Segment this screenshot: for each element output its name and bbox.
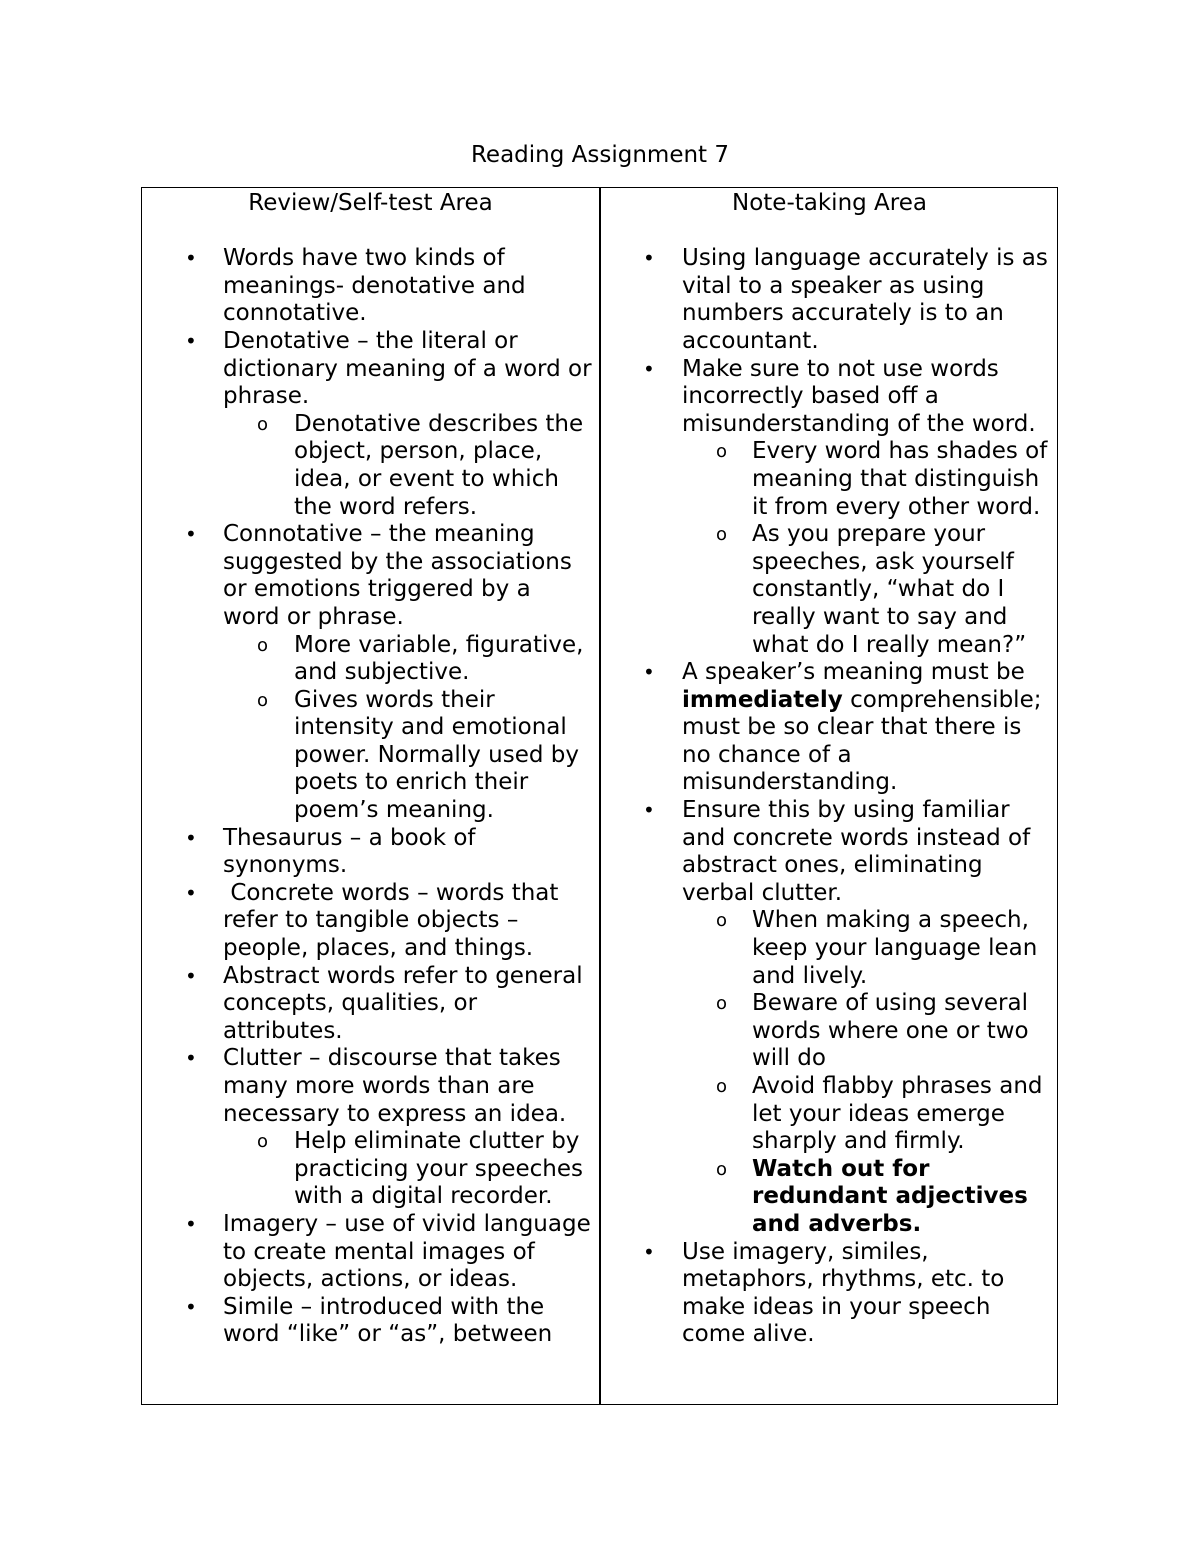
list-item: • Connotative – the meaning suggested by the associations or emotions triggered by a word or phrase. xyxy=(185,521,572,630)
bullet-icon: • xyxy=(185,522,197,547)
list-item: • Denotative – the literal or dictionary meaning of a word or phrase. xyxy=(185,327,592,410)
sublist-wrapper xyxy=(602,438,1057,659)
bullet-icon: • xyxy=(643,1239,655,1264)
sub-list-item: o Every word has shades of meaning that distinguish it from every other word. xyxy=(716,438,1048,520)
sub-list-item: o When making a speech, keep your language lean and lively. xyxy=(716,907,1038,989)
bullet-icon: • xyxy=(643,798,655,823)
list-item: • Abstract words refer to general concepts, qualities, or attributes. xyxy=(185,962,583,1044)
circle-bullet-icon: o xyxy=(257,634,269,656)
list-item: • A speaker’s meaning must be immediately comprehensible; must be so clear that there is no chance of a misunderstanding. xyxy=(643,659,1042,796)
circle-bullet-icon: o xyxy=(716,1076,728,1097)
review-column xyxy=(143,188,598,1349)
column-divider xyxy=(599,187,601,1405)
circle-bullet-icon: o xyxy=(716,910,728,932)
bullet-icon: • xyxy=(185,880,197,905)
notes-column xyxy=(602,188,1057,1349)
bullet-icon: • xyxy=(185,1046,197,1071)
sublist-wrapper xyxy=(602,907,1057,1238)
emphasis-text: immediately xyxy=(682,686,843,713)
list-item: • Use imagery, similes, metaphors, rhythms, etc. to make ideas in your speech come alive. xyxy=(643,1238,1005,1348)
sub-list-item: o Denotative describes the object, person, place, idea, or event to which the word refers. xyxy=(257,410,584,520)
sub-list-item: o As you prepare your speeches, ask yourself constantly, “what do I really want to say and what do I really mean?” xyxy=(716,521,1027,658)
bullet-icon: • xyxy=(185,328,197,353)
bullet-icon: • xyxy=(643,246,655,271)
notes-list xyxy=(602,245,1057,1349)
sublist-wrapper xyxy=(143,632,598,825)
bullet-icon: • xyxy=(643,356,655,381)
list-item: • Ensure this by using familiar and concrete words instead of abstract ones, eliminating verbal clutter. xyxy=(643,797,1031,906)
list-item: • Simile – introduced with the word “like” or “as”, between xyxy=(185,1293,553,1348)
circle-bullet-icon: o xyxy=(716,441,728,463)
circle-bullet-icon: o xyxy=(257,413,269,435)
list-item: • Words have two kinds of meanings- denotative and connotative. xyxy=(185,245,526,327)
review-list xyxy=(143,245,598,1349)
bullet-icon: • xyxy=(185,963,197,988)
list-item: • Imagery – use of vivid language to create mental images of objects, actions, or ideas. xyxy=(185,1210,591,1293)
document-title: Reading Assignment 7 xyxy=(470,142,730,168)
bullet-icon: • xyxy=(185,1211,197,1236)
notes-header: Note-taking Area xyxy=(732,190,927,216)
sub-list-item: o More variable, figurative, and subjective. xyxy=(257,631,584,686)
bullet-icon: • xyxy=(185,825,197,850)
circle-bullet-icon: o xyxy=(716,1158,728,1180)
list-item: • Make sure to not use words incorrectly based off a misunderstanding of the word. xyxy=(643,355,1036,437)
sublist-wrapper xyxy=(143,1128,598,1211)
list-item: • Using language accurately is as vital to a speaker as using numbers accurately is to an accountant. xyxy=(643,245,1048,354)
bullet-icon: • xyxy=(185,1294,197,1319)
sub-list-item: o Beware of using several words where one or two will do xyxy=(716,990,1029,1072)
bullet-icon: • xyxy=(185,246,197,271)
sub-list-item: o Watch out for redundant adjectives and adverbs. xyxy=(716,1155,1028,1237)
sublist-wrapper xyxy=(143,411,598,521)
sub-list-item: o Avoid flabby phrases and let your ideas emerge sharply and firmly. xyxy=(716,1073,1043,1155)
list-item: • Thesaurus – a book of synonyms. xyxy=(185,824,476,879)
circle-bullet-icon: o xyxy=(257,689,269,711)
circle-bullet-icon: o xyxy=(257,1131,269,1153)
circle-bullet-icon: o xyxy=(716,993,728,1015)
list-item: • Concrete words – words that refer to tangible objects – people, places, and things. xyxy=(185,879,566,962)
circle-bullet-icon: o xyxy=(716,524,728,546)
sub-list-item: o Gives words their intensity and emotional power. Normally used by poets to enrich their poem’s meaning. xyxy=(257,686,579,824)
sub-list-item: o Help eliminate clutter by practicing your speeches with a digital recorder. xyxy=(257,1128,583,1210)
bullet-icon: • xyxy=(643,660,655,685)
review-header: Review/Self-test Area xyxy=(248,190,493,216)
list-item: • Clutter – discourse that takes many more words than are necessary to express an idea. xyxy=(185,1045,567,1127)
